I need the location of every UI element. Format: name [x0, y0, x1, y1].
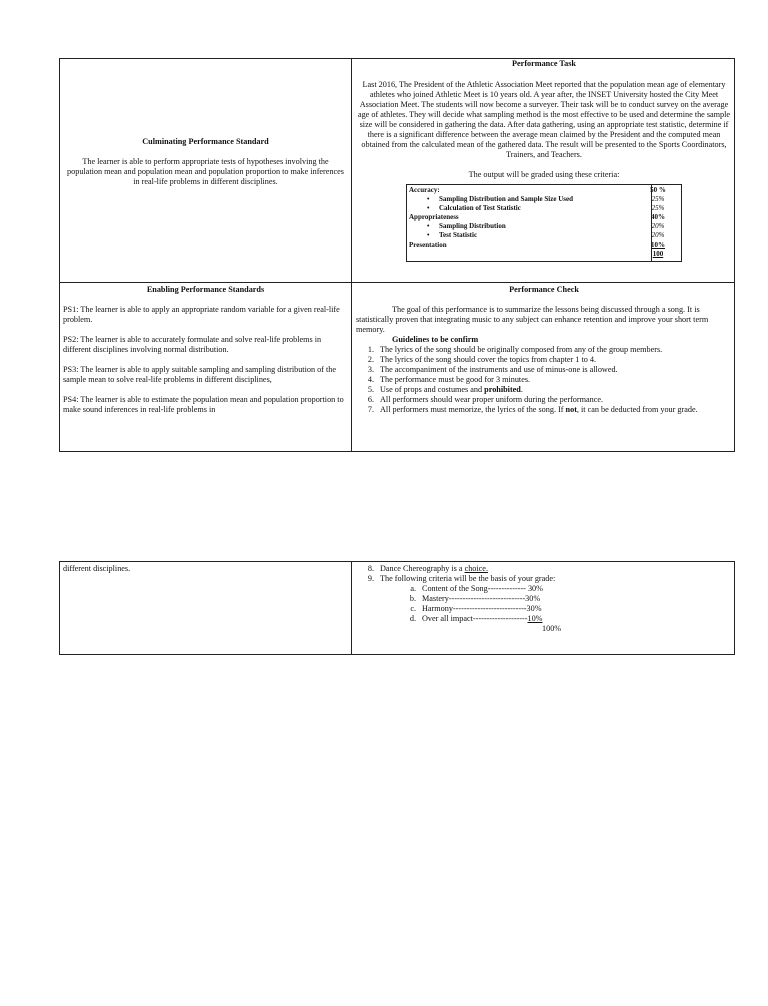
- rubric-table-top: [59, 58, 735, 452]
- criteria-appropriateness: Appropriateness: [409, 213, 459, 221]
- criteria-box: [406, 184, 682, 262]
- guidelines-list: [356, 345, 732, 415]
- row-divider: [60, 282, 734, 283]
- criteria-acc-item1-pct: 25%: [651, 195, 665, 203]
- criteria-total: 100: [652, 250, 664, 258]
- check-cell-continued: [356, 564, 732, 634]
- check-heading: Performance Check: [509, 285, 579, 294]
- list-item: 2. The lyrics of the song should cover the topics from chapter 1 to 4.: [367, 355, 597, 364]
- list-item: 4. The performance must be good for 3 minutes.: [367, 375, 531, 384]
- list-item: d. Over all impact--------------------10%: [409, 614, 543, 623]
- list-item: 5. Use of props and costumes and prohibited.: [367, 385, 523, 394]
- criteria-app-item2-row: [409, 231, 679, 240]
- criteria-acc-item2: Calculation of Test Statistic: [439, 204, 521, 212]
- task-heading: Performance Task: [512, 59, 576, 68]
- enabling-heading: Enabling Performance Standards: [146, 285, 265, 294]
- bullet-icon: •: [427, 204, 430, 212]
- task-cell: [356, 59, 732, 180]
- guidelines-heading: Guidelines to be confirm: [392, 335, 479, 344]
- list-item: c. Harmony---------------------------30%: [410, 604, 542, 613]
- ps2: PS2: The learner is able to accurately formulate and solve real-life problems in different disciplines involving normal distribution.: [63, 335, 322, 354]
- list-item: 3. The accompaniment of the instruments and use of minus-one is allowed.: [367, 365, 618, 374]
- criteria-presentation-pct: 10%: [651, 241, 665, 249]
- criteria-intro: The output will be graded using these criteria:: [468, 170, 620, 179]
- criteria-total-row: [409, 250, 679, 259]
- grade-criteria-list: [356, 584, 732, 624]
- bullet-icon: •: [427, 195, 430, 203]
- criteria-presentation-row: [409, 241, 679, 250]
- criteria-app-item1-pct: 20%: [651, 222, 665, 230]
- list-item: b. Mastery----------------------------30%: [409, 594, 541, 603]
- list-item: 9. The following criteria will be the basis of your grade:: [367, 574, 556, 583]
- criteria-appropriateness-row: [409, 213, 679, 222]
- ps4: PS4: The learner is able to estimate the population mean and population proportion to make sound inferences in real-life problems in: [63, 395, 344, 414]
- ps1: PS1: The learner is able to apply an appropriate random variable for a given real-life problem.: [63, 305, 340, 324]
- criteria-app-item2-pct: 20%: [651, 231, 665, 239]
- criteria-app-item2: Test Statistic: [439, 231, 478, 239]
- guidelines-list-continued: [356, 564, 732, 584]
- grade-total: 100%: [542, 624, 562, 633]
- criteria-acc-item1: Sampling Distribution and Sample Size Used: [439, 195, 573, 203]
- list-item: 1. The lyrics of the song should be originally composed from any of the group members.: [367, 345, 663, 354]
- criteria-app-item1-row: [409, 222, 679, 231]
- criteria-accuracy: Accuracy:: [409, 186, 440, 194]
- criteria-acc-item2-pct: 25%: [651, 204, 665, 212]
- task-body: Last 2016, The President of the Athletic Association Meet reported that the population mean age of elementary athletes who joined Athletic Meet is 10 years old. A year after, the INSET University hosted the City Meet Association Meet. The students will now become a surveyer. Their task will be to conduct survey on the average age of athletes. They will decide what sampling method is the most effective to be used and determine the sample size will be considered in gathering the data. After data gathering, using an appropriate test statistic, determine if there is a significant difference between the average mean claimed by the President and the computed mean obtained from the calculated mean of the gathered data. The result will be presented to the Sports Coordinators, Trainers, and Teachers.: [357, 80, 731, 159]
- bullet-icon: •: [427, 222, 430, 230]
- criteria-appropriateness-pct: 40%: [651, 213, 665, 221]
- list-item: 7. All performers must memorize, the lyrics of the song. If not, it can be deducted from your grade.: [367, 405, 698, 414]
- enabling-cell-continued: [63, 564, 348, 574]
- criteria-acc-item2-row: [409, 204, 679, 213]
- list-item: 8. Dance Chereography is a choice.: [367, 564, 488, 573]
- criteria-acc-item1-row: [409, 195, 679, 204]
- list-item: a. Content of the Song-------------- 30%: [410, 584, 543, 593]
- rubric-table-bottom: [59, 561, 735, 655]
- culminating-cell: [64, 137, 347, 187]
- check-intro: The goal of this performance is to summarize the lessons being discussed through a song. It is statistically proven that integrating music to any subject can enhance retention and improve your short term memory.: [356, 305, 709, 334]
- column-divider: [351, 562, 352, 654]
- bullet-icon: •: [427, 231, 430, 239]
- criteria-accuracy-pct: 50 %: [650, 186, 666, 194]
- criteria-presentation: Presentation: [409, 241, 447, 249]
- criteria-app-item1: Sampling Distribution: [439, 222, 506, 230]
- culminating-body: The learner is able to perform appropriate tests of hypotheses involving the population mean and population mean and population proportion to make inferences in real-life problems in different disciplines.: [67, 157, 344, 186]
- criteria-accuracy-row: [409, 186, 679, 195]
- ps4-continued: different disciplines.: [63, 564, 131, 573]
- culminating-heading: Culminating Performance Standard: [142, 137, 269, 146]
- check-cell: [356, 285, 732, 415]
- enabling-cell: [63, 285, 348, 415]
- column-divider: [351, 59, 352, 451]
- ps3: PS3: The learner is able to apply suitable sampling and sampling distribution of the sample mean to solve real-life problems in different disciplines,: [63, 365, 336, 384]
- list-item: 6. All performers should wear proper uniform during the performance.: [367, 395, 604, 404]
